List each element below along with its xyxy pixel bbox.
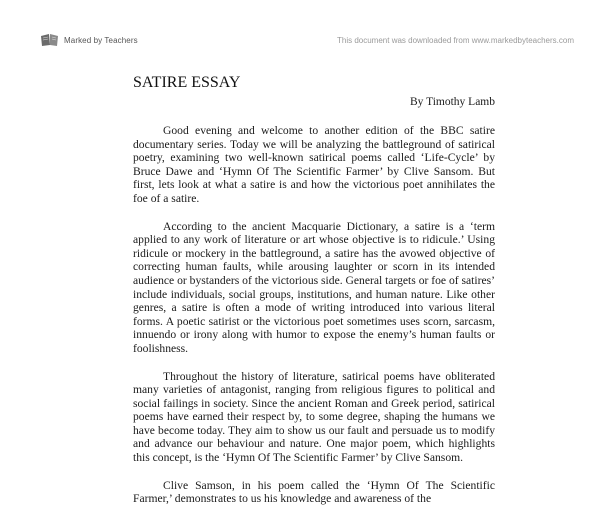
- document-header: [0, 0, 612, 60]
- paragraph: [133, 370, 495, 465]
- page-title: SATIRE ESSAY: [133, 74, 241, 91]
- paragraph-text: Clive Samson, in his poem called the ‘Hymn Of The Scientific Farmer,’ demonstrates to us his knowledge and awareness of the: [133, 478, 495, 506]
- download-note: This document was downloaded from www.markedbyteachers.com: [337, 36, 574, 45]
- book-icon: [40, 33, 60, 47]
- paragraph-text: Throughout the history of literature, satirical poems have obliterated many varieties of antagonist, ranging from religious figures to political and social failings in society. Since the ancient Roman and Greek period, satirical poems have earned their respect by, to some degree, shaping the humans we have become today. They aim to show us our fault and persuade us to modify and advance our behaviour and nature. One major poem, which highlights this concept, is the ‘Hymn Of The Scientific Farmer’ by Clive Sansom.: [133, 369, 495, 465]
- document-body: [133, 74, 495, 506]
- paragraph: [133, 124, 495, 206]
- marked-by-teachers-logo: [40, 33, 138, 47]
- author-line: By Timothy Lamb: [410, 96, 495, 108]
- paragraph: [133, 220, 495, 356]
- logo-text: Marked by Teachers: [64, 35, 138, 45]
- paragraph: [133, 479, 495, 506]
- paragraph-text: Good evening and welcome to another edition of the BBC satire documentary series. Today we will be analyzing the battleground of satirical poetry, examining two well-known satirical poems called ‘Life-Cycle’ by Bruce Dawe and ‘Hymn Of The Scientific Farmer’ by Clive Sansom. But first, lets look at what a satire is and how the victorious poet annihilates the foe of a satire.: [133, 124, 495, 205]
- paragraph-text: According to the ancient Macquarie Dictionary, a satire is a ‘term applied to any work of literature or art whose objective is to ridicule.’ Using ridicule or mockery in the battleground, a satire has the avowed objective of correcting human faults, while arousing laughter or scorn in its intended audience or bystanders of the victorious side. General targets or foe of satires’ include individuals, social groups, institutions, and human nature. Like other genres, a satire is often a mode of writing introduced into various literal forms. A poetic satirist or the victorious poet sometimes uses scorn, sarcasm, innuendo or irony along with humor to expose the enemy’s human faults or foolishness.: [133, 219, 495, 355]
